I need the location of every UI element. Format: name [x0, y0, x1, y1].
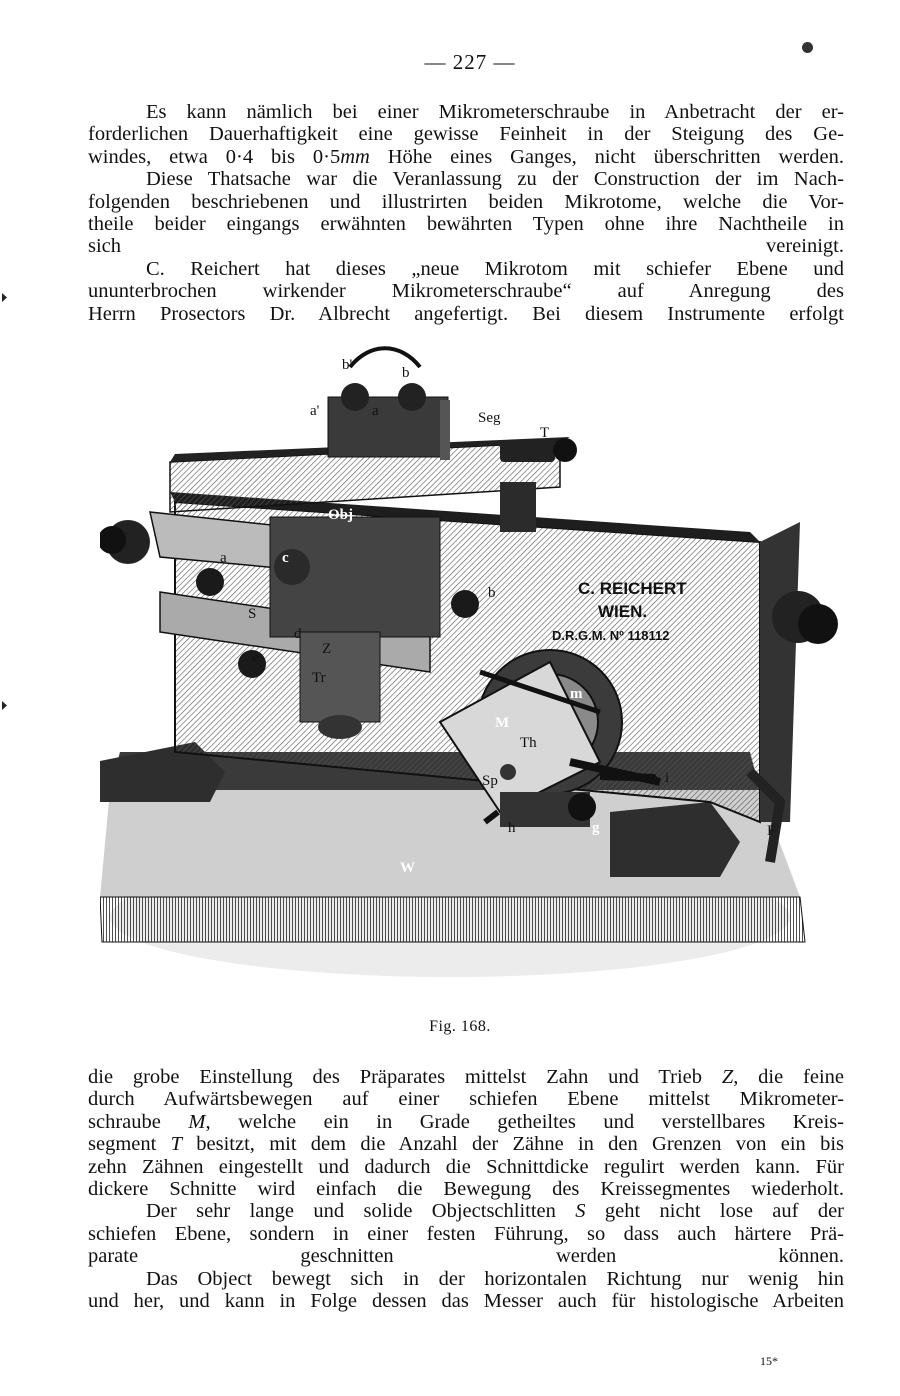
figure-label: Seg	[478, 410, 501, 426]
paragraph: Das Object bewegt sich in der horizontalen Richtung nur wenig hin und her, und kann in Folge dessen das Messer auch für histologische Arbeiten	[88, 1267, 844, 1313]
figure-label: c	[282, 550, 289, 566]
svg-text:C. REICHERT: C. REICHERT	[578, 579, 687, 598]
figure-label: d	[294, 626, 302, 642]
page-number: — 227 —	[424, 50, 516, 74]
figure-label: M	[495, 715, 510, 731]
svg-text:D.R.G.M. Nº 118112: D.R.G.M. Nº 118112	[552, 628, 670, 643]
figure-label: Obj	[328, 507, 354, 523]
figure-label: b'	[342, 357, 353, 373]
figure-label: W	[400, 860, 415, 876]
paragraph: Es kann nämlich bei einer Mikrometerschraube in Anbetracht der er- forderlichen Dauerhaftigkeit eine gewisse Feinheit in der Steigung des Ge- windes, etwa 0·4 bis 0·5mm Höhe eines Ganges, nicht überschritten werden.	[88, 101, 844, 168]
figure-caption: Fig. 168.	[429, 1018, 491, 1035]
ink-blot	[802, 42, 813, 53]
paragraph: Diese Thatsache war die Veranlassung zu der Construction der im Nach- folgenden beschriebenen und illustrirten beiden Mikrotome, welche die Vor- theile beider eingangs erwähnten bewährten Typen ohne ihre Nachtheile in sich vereinigt.	[88, 168, 844, 258]
top-text-block	[88, 101, 844, 325]
signature-mark: 15*	[760, 1354, 778, 1368]
figure-label: a'	[310, 403, 320, 419]
figure-label: Th	[520, 735, 537, 751]
figure-label: b	[402, 365, 410, 381]
figure-label: S	[248, 606, 257, 622]
paragraph: C. Reichert hat dieses „neue Mikrotom mit schiefer Ebene und ununterbrochen wirkender Mikrometerschraube“ auf Anregung des Herrn Prosectors Dr. Albrecht angefertigt. Bei diesem Instrumente erfolgt	[88, 257, 844, 325]
figure-label: Tr	[312, 670, 326, 686]
figure-label: h	[508, 820, 516, 836]
figure-label: m	[570, 686, 583, 702]
figure-label: i	[665, 770, 670, 786]
figure-label: Sp	[482, 773, 498, 789]
margin-mark	[2, 701, 7, 710]
figure-label: a	[220, 550, 227, 566]
paragraph: die grobe Einstellung des Präparates mittelst Zahn und Trieb Z, die feine durch Aufwärtsbewegen auf einer schiefen Ebene mittelst Mikrometer- schraube M, welche ein in Grade getheiltes und verstellbares Kreis- segment T besitzt, mit dem die Anzahl der Zähne in den Grenzen von ein bis zehn Zähnen eingestellt und dadurch die Schnittdicke regulirt werden kann. Für dickere Schnitte wird einfach die Bewegung des Kreissegmentes wiederholt.	[88, 1066, 845, 1201]
figure-label: F	[767, 823, 776, 839]
microtome-illustration	[100, 342, 840, 1010]
figure-label: a	[372, 403, 379, 419]
margin-mark	[2, 293, 7, 302]
figure-label: e	[252, 650, 259, 666]
figure-label: Z	[322, 641, 332, 657]
svg-text:WIEN.: WIEN.	[598, 602, 648, 621]
figure-label: b	[488, 585, 496, 601]
figure-label: g	[592, 820, 600, 836]
paragraph: Der sehr lange und solide Objectschlitten S geht nicht lose auf der schiefen Ebene, sondern in einer festen Führung, so dass auch härtere Prä- parate geschnitten werden können.	[88, 1200, 844, 1268]
bottom-text-block	[88, 1066, 844, 1312]
figure-label: T	[540, 425, 550, 441]
